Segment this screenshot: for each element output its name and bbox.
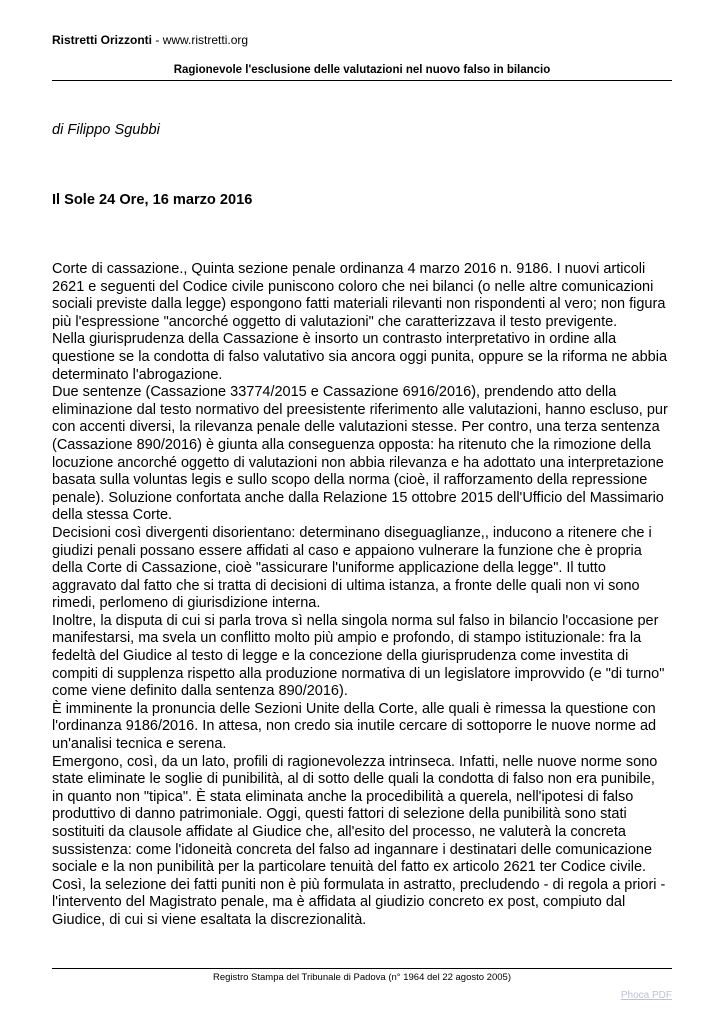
body-line: state eliminate le soglie di punibilità, al di sotto delle quali la condotta di falso non era punibile, <box>52 771 655 788</box>
body-line: l'ordinanza 9186/2016. In attesa, non credo sia inutile cercare di sottoporre le nuove norme ad <box>52 718 657 735</box>
article-source: Il Sole 24 Ore, 16 marzo 2016 <box>52 192 253 208</box>
site-url: www.ristretti.org <box>162 33 249 47</box>
body-line: basata sulla voluntas legis e sullo scopo della norma (cioè, il rafforzamento della repressione <box>52 472 648 489</box>
body-line: sociale e la non punibilità per la particolare tenuità del fatto ex articolo 2621 ter Codice civile. <box>52 859 647 876</box>
body-line: produttivo di danno patrimoniale. Oggi, questi fattori di selezione della punibilità sono stati <box>52 806 627 823</box>
body-line: più l'espressione "ancorché oggetto di valutazioni" che caratterizzava il testo previgente. <box>52 313 618 330</box>
body-line: sostituiti da clausole affidate al Giudice che, all'esito del processo, ne valuterà la concreta <box>52 824 626 840</box>
body-line: questione se la condotta di falso valutativo sia ancora oggi punita, oppure se la riforma ne abbia <box>52 348 668 365</box>
body-line: giudizi penali possano essere affidati al caso e appaiono vulnerare la funzione che è propria <box>52 542 642 559</box>
article-author: di Filippo Sgubbi <box>52 122 160 138</box>
body-line: Corte di cassazione., Quinta sezione penale ordinanza 4 marzo 2016 n. 9186. I nuovi articoli <box>52 261 646 277</box>
body-line: in quanto non "tipica". È stata eliminata anche la procedibilità a querela, nell'ipotesi di falso <box>52 788 634 805</box>
body-line: della Corte di Cassazione, cioè "assicurare l'uniforme applicazione della legge". Il tutto <box>52 560 606 577</box>
body-line: eliminazione dal testo normativo del preesistente riferimento alle valutazioni, hanno escluso, pur <box>52 401 668 418</box>
body-line: un'analisi tecnica e serena. <box>52 736 227 753</box>
body-line: Emergono, così, da un lato, profili di ragionevolezza intrinseca. Infatti, nelle nuove norme sono <box>52 753 658 770</box>
body-line: Inoltre, la disputa di cui si parla trova sì nella singola norma sul falso in bilancio l'occasione per <box>52 612 659 629</box>
body-line: come viene definito dalla sentenza 890/2016). <box>52 683 348 700</box>
footer-divider <box>52 968 672 969</box>
body-line: rimedi, perlomeno di giurisdizione interna. <box>52 595 321 612</box>
body-line: fedeltà del Giudice al testo di legge e la concezione della giurisprudenza come investita di <box>52 648 629 665</box>
site-header <box>52 32 248 48</box>
body-line: È imminente la pronuncia delle Sezioni Unite della Corte, alle quali è rimessa la questione con <box>52 700 656 717</box>
body-line: Così, la selezione dei fatti puniti non è più formulata in astratto, precludendo - di regola a priori - <box>52 876 666 893</box>
body-line: della stessa Corte. <box>52 507 173 524</box>
body-line: Due sentenze (Cassazione 33774/2015 e Cassazione 6916/2016), prendendo atto della <box>52 384 617 401</box>
body-line: manifestarsi, ma svela un conflitto molto più ampio e profondo, di stampo istituzionale: fra la <box>52 630 642 647</box>
document-title: Ragionevole l'esclusione delle valutazioni nel nuovo falso in bilancio <box>173 64 551 76</box>
site-name: Ristretti Orizzonti <box>52 33 153 47</box>
body-line: compiti di supplenza rispetto alla produzione normativa di un legislatore improvvido (e "di turno" <box>52 665 665 682</box>
site-separator: - <box>152 33 163 47</box>
body-line: (Cassazione 890/2016) è giunta alla conseguenza opposta: ha ritenuto che la rimozione della <box>52 436 651 453</box>
body-line: Decisioni così divergenti disorientano: determinano diseguaglianze,, inducono a ritenere che i <box>52 524 652 541</box>
body-line: aggravato dal fatto che si tratta di decisioni di ultima istanza, a fronte delle quali non vi sono <box>52 577 640 594</box>
body-line: determinato l'abrogazione. <box>52 366 223 383</box>
body-line: penale). Soluzione confortata anche dalla Relazione 15 ottobre 2015 dell'Ufficio del Massimario <box>52 489 664 506</box>
header-divider <box>52 80 672 81</box>
body-line: Nella giurisprudenza della Cassazione è insorto un contrasto interpretativo in ordine alla <box>52 331 617 348</box>
phoca-pdf-link[interactable]: Phoca PDF <box>620 990 672 1001</box>
body-line: sociali previste dalla legge) espongono fatti materiali rilevanti non rispondenti al vero; non figura <box>52 296 666 313</box>
body-line: l'intervento del Magistrato penale, ma è affidata al giudizio concreto ex post, compiuto dal <box>52 894 626 911</box>
article-body <box>52 261 677 930</box>
body-line: sussistenza: come l'idoneità concreta del falso ad ingannare i destinatari delle comunicazione <box>52 841 653 858</box>
body-line: locuzione ancorché oggetto di valutazioni non abbia rilevanza e ha adottato una interpretazione <box>52 454 664 471</box>
body-line: Giudice, di cui si viene esaltata la discrezionalità. <box>52 911 367 928</box>
body-line: 2621 e seguenti del Codice civile puniscono coloro che nei bilanci (o nelle altre comunicazioni <box>52 278 654 295</box>
footer-registration-note: Registro Stampa del Tribunale di Padova (n° 1964 del 22 agosto 2005) <box>213 972 511 983</box>
body-line: con accenti diversi, la rilevanza penale delle valutazioni stesse. Per contro, una terza sentenza <box>52 419 660 436</box>
